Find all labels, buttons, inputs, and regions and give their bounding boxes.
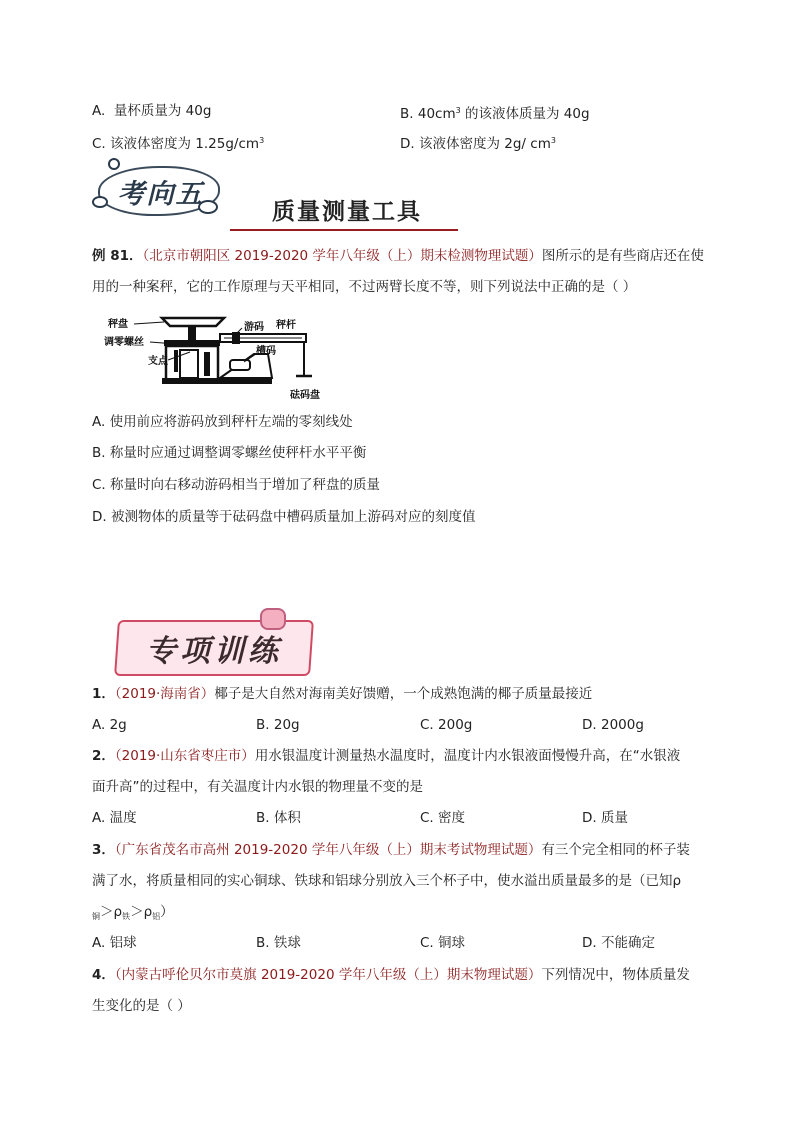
q2-option-c: C. 密度	[420, 810, 466, 826]
label-rider: 游码	[244, 322, 264, 333]
q1-option-c: C. 200g	[420, 717, 473, 733]
example-question-line1: 例 81．（北京市朝阳区 2019-2020 学年八年级（上）期末检测物理试题）图所示的是有些商店还在使	[92, 248, 704, 264]
question-1: 1．（2019·海南省）椰子是大自然对海南美好馈赠，一个成熟饱满的椰子质量最接近	[92, 686, 593, 702]
example-label: 例 81．	[92, 248, 143, 264]
example-option-b: B. 称量时应通过调整调零螺丝使秤杆水平平衡	[92, 445, 367, 461]
label-weight-pan: 砝码盘	[290, 390, 320, 401]
option-c: C. 该液体密度为 $1.25g/cm^3$	[92, 136, 265, 152]
q1-option-b: B. 20g	[256, 717, 300, 733]
question-3-line2: 满了水，将质量相同的实心铜球、铁球和铝球分别放入三个杯子中，使水溢出质量最多的是（已知ρ	[92, 873, 682, 889]
label-slot-weight: 槽码	[256, 346, 276, 357]
example-option-d: D. 被测物体的质量等于砝码盘中槽码质量加上游码对应的刻度值	[92, 509, 476, 525]
q1-option-a: A. 2g	[92, 717, 127, 733]
option-d: D. 该液体密度为 2g/ $cm^3$	[400, 136, 556, 152]
example-question-line2: 用的一种案秤，它的工作原理与天平相同，不过两臂长度不等，则下列说法中正确的是（ ）	[92, 279, 637, 295]
q2-option-b: B. 体积	[256, 810, 301, 826]
training-banner	[116, 608, 312, 670]
question-4-line2: 生变化的是（ ）	[92, 998, 191, 1014]
label-pan: 秤盘	[108, 319, 128, 330]
question-3: 3．（广东省茂名市高州 2019-2020 学年八年级（上）期末考试物理试题）有三个完全相同的杯子装	[92, 842, 690, 858]
option-a: A. 量杯质量为 40g	[92, 103, 212, 119]
q3-option-c: C. 铜球	[420, 935, 466, 951]
section-title: 质量测量工具	[272, 198, 422, 225]
q2-option-a: A. 温度	[92, 810, 137, 826]
q1-option-d: D. 2000g	[582, 717, 644, 733]
q3-option-b: B. 铁球	[256, 935, 301, 951]
question-2-line2: 面升高”的过程中，有关温度计内水银的物理量不变的是	[92, 779, 423, 795]
case-scale-diagram	[104, 312, 336, 402]
q3-option-a: A. 铝球	[92, 935, 137, 951]
example-source: （北京市朝阳区 2019-2020 学年八年级（上）期末检测物理试题）	[142, 248, 542, 264]
label-fulcrum: 支点	[148, 356, 168, 367]
q3-option-d: D. 不能确定	[582, 935, 655, 951]
label-zero-screw: 调零螺丝	[104, 337, 144, 348]
section-badge-text: 考向五	[117, 179, 205, 210]
example-option-a: A. 使用前应将游码放到秤杆左端的零刻线处	[92, 414, 353, 430]
question-3-line3: $_铜>\rho_铁>\rho_铝$）	[92, 904, 174, 921]
example-option-c: C. 称量时向右移动游码相当于增加了秤盘的质量	[92, 477, 381, 493]
label-beam: 秤杆	[276, 320, 296, 331]
section-badge	[90, 160, 230, 222]
q2-option-d: D. 质量	[582, 810, 628, 826]
training-banner-text: 专项训练	[146, 634, 282, 669]
question-4: 4．（内蒙古呼伦贝尔市莫旗 2019-2020 学年八年级（上）期末物理试题）下列情况中，物体质量发	[92, 967, 690, 983]
question-2: 2．（2019·山东省枣庄市）用水银温度计测量热水温度时，温度计内水银液面慢慢升高，在“水银液	[92, 748, 681, 764]
case-scale-figure	[104, 312, 336, 402]
option-b: B. $40cm^3$ 的该液体质量为 40g	[400, 106, 590, 122]
section-title-underline	[230, 229, 458, 231]
